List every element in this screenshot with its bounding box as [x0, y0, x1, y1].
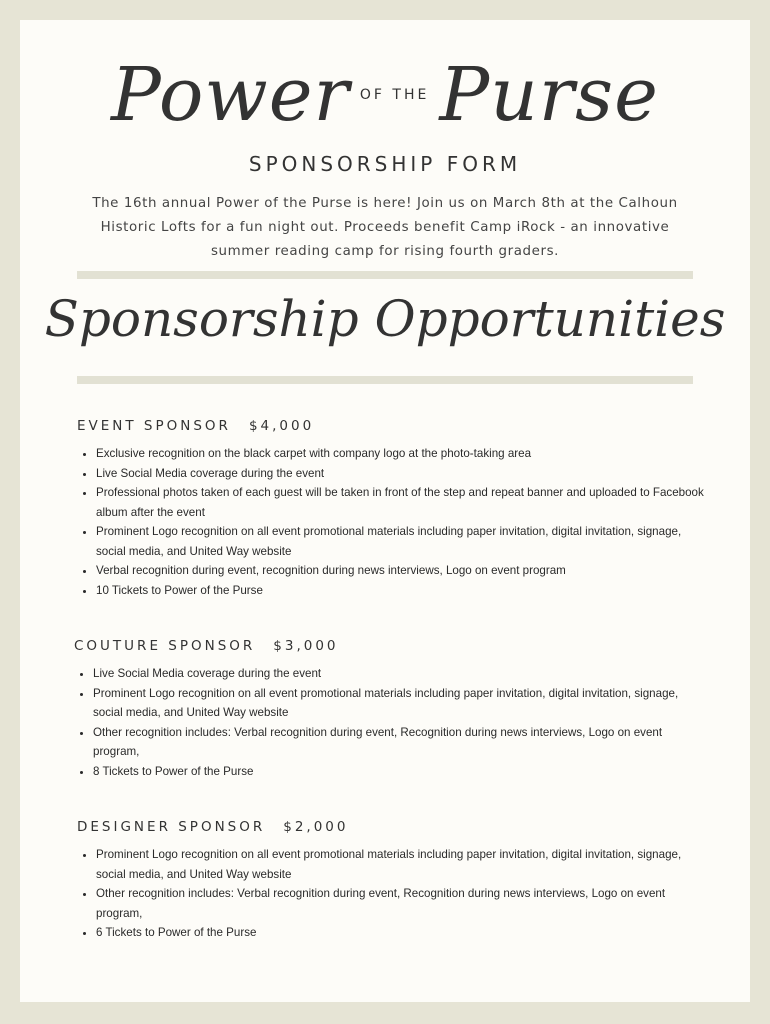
benefit-item: • Live Social Media coverage during the event [93, 664, 704, 684]
tier-name: EVENT SPONSOR [77, 418, 231, 434]
tier-price: $2,000 [283, 819, 349, 835]
title-of-the: OF THE [359, 87, 430, 103]
benefit-item: • Other recognition includes: Verbal recognition during event, Recognition during news interviews, Logo on event program, [96, 884, 707, 923]
benefit-list [77, 444, 707, 600]
benefit-list [74, 664, 704, 781]
tier-heading [74, 638, 704, 654]
benefit-item: • 8 Tickets to Power of the Purse [93, 762, 704, 782]
benefit-item: • Prominent Logo recognition on all event promotional materials including paper invitation, digital invitation, signage, social media, and United Way website [93, 684, 704, 723]
benefit-list [77, 845, 707, 943]
opportunities-heading: Sponsorship Opportunities [44, 290, 726, 348]
tier-heading [77, 819, 707, 835]
benefit-item: • Other recognition includes: Verbal recognition during event, Recognition during news interviews, Logo on event program, [93, 723, 704, 762]
tier-couture-sponsor [74, 638, 704, 781]
benefit-item: • 10 Tickets to Power of the Purse [96, 581, 707, 601]
tier-name: DESIGNER SPONSOR [77, 819, 266, 835]
form-subtitle: SPONSORSHIP FORM [248, 152, 522, 176]
benefit-item: • 6 Tickets to Power of the Purse [96, 923, 707, 943]
benefit-item: • Verbal recognition during event, recognition during news interviews, Logo on event program [96, 561, 707, 581]
tier-price: $3,000 [273, 638, 339, 654]
intro-paragraph: The 16th annual Power of the Purse is here! Join us on March 8th at the Calhoun Historic Lofts for a fun night out. Proceeds benefit Camp iRock - an innovative summer reading camp for rising fourth graders. [92, 196, 678, 259]
divider-top [77, 271, 693, 279]
tier-price: $4,000 [248, 418, 315, 434]
title-word-purse: Purse [439, 52, 659, 138]
tier-event-sponsor [77, 418, 707, 600]
benefit-item: • Exclusive recognition on the black carpet with company logo at the photo-taking area [96, 444, 707, 464]
tier-name: COUTURE SPONSOR [74, 638, 256, 654]
title-word-power: Power [111, 52, 350, 138]
divider-bottom [77, 376, 693, 384]
event-title [20, 52, 750, 152]
benefit-item: • Prominent Logo recognition on all event promotional materials including paper invitation, digital invitation, signage, social media, and United Way website [96, 845, 707, 884]
benefit-item: • Live Social Media coverage during the event [96, 464, 707, 484]
tier-designer-sponsor [77, 819, 707, 943]
tier-heading [77, 418, 707, 434]
sponsorship-form-page [20, 20, 750, 1002]
benefit-item: • Prominent Logo recognition on all event promotional materials including paper invitation, digital invitation, signage, social media, and United Way website [96, 522, 707, 561]
benefit-item: • Professional photos taken of each guest will be taken in front of the step and repeat banner and uploaded to Facebook album after the event [96, 483, 707, 522]
